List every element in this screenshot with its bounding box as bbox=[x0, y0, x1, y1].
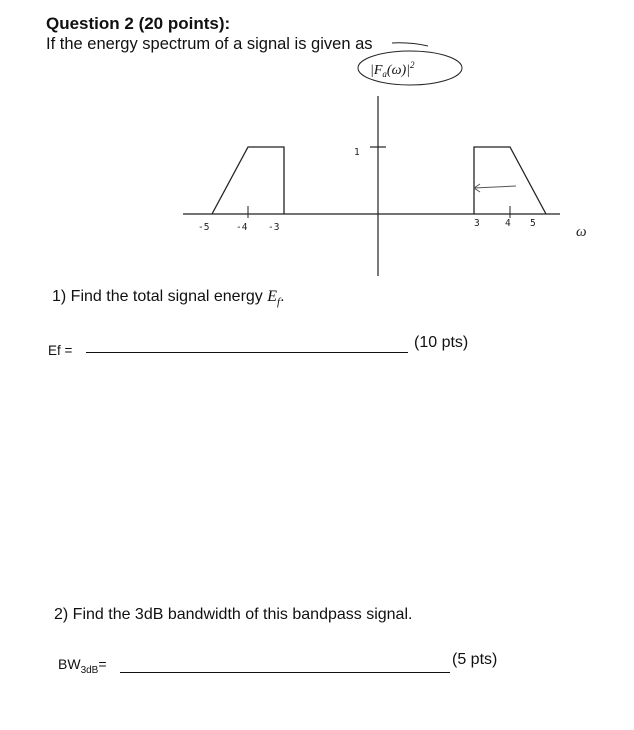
tick-label: -4 bbox=[236, 222, 248, 233]
part1-prompt bbox=[52, 288, 285, 308]
ef-answer-line[interactable] bbox=[86, 352, 408, 353]
question-intro: If the energy spectrum of a signal is given as bbox=[46, 35, 373, 53]
part1-prompt-text: 1) Find the total signal energy bbox=[52, 288, 263, 305]
label-pointer-stroke bbox=[392, 43, 428, 46]
part1-points: (10 pts) bbox=[414, 334, 469, 351]
tick-label: -3 bbox=[268, 222, 280, 233]
tick-label: 5 bbox=[530, 218, 536, 229]
bw-label-text: BW bbox=[58, 656, 81, 672]
tick-label: 4 bbox=[505, 218, 511, 229]
period: . bbox=[280, 288, 285, 305]
peak-label: 1 bbox=[354, 147, 360, 158]
spectrum-lobe-positive bbox=[474, 147, 546, 214]
ef-answer-label: Ef = bbox=[48, 343, 73, 358]
energy-symbol-letter: E bbox=[267, 288, 278, 305]
energy-symbol bbox=[267, 288, 281, 309]
bw-answer-line[interactable] bbox=[120, 672, 450, 673]
spectrum-label: $|F_a(\omega)|^2$ bbox=[370, 60, 415, 79]
bw-answer-label bbox=[58, 656, 107, 676]
part2-points: (5 pts) bbox=[452, 651, 498, 668]
omega-axis-label: ω bbox=[576, 224, 587, 240]
part2-prompt: 2) Find the 3dB bandwidth of this bandpass signal. bbox=[54, 606, 413, 623]
tick-label: -5 bbox=[198, 222, 210, 233]
question-title: Question 2 (20 points): bbox=[46, 14, 231, 33]
spectrum-lobe-negative bbox=[212, 147, 284, 214]
energy-spectrum-figure bbox=[0, 0, 634, 300]
handwritten-arrow bbox=[474, 186, 516, 188]
bw-label-sub: 3dB bbox=[80, 664, 99, 676]
bw-label-equals: = bbox=[98, 656, 107, 672]
tick-label: 3 bbox=[474, 218, 480, 229]
energy-symbol-sub: f bbox=[277, 296, 281, 309]
